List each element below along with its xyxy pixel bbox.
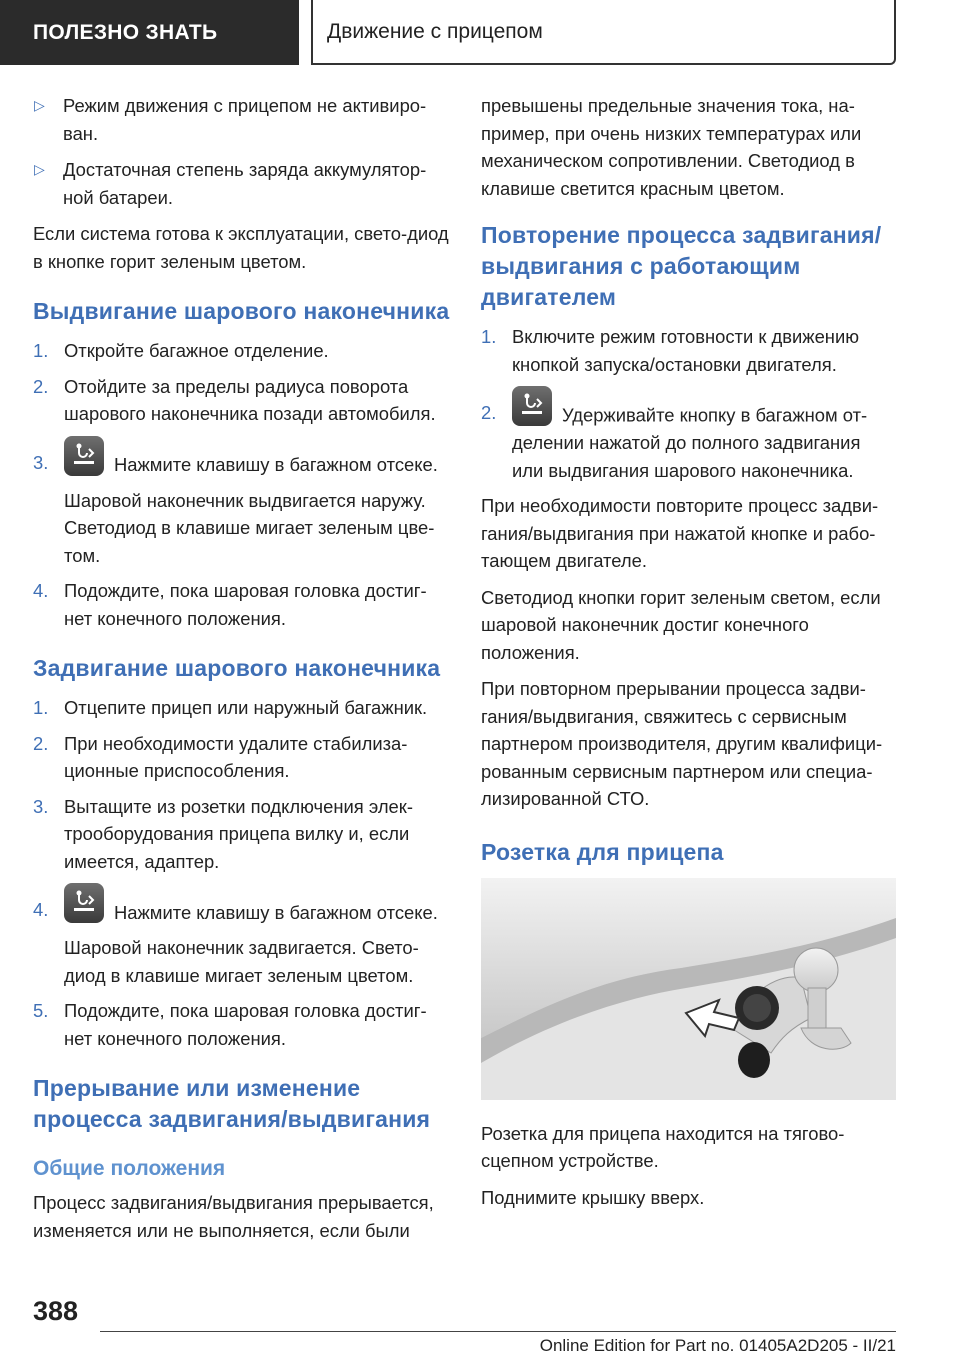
towbar-button-icon bbox=[64, 436, 104, 476]
towbar-button-icon bbox=[64, 883, 104, 923]
triangle-bullet-icon: ▷ bbox=[34, 161, 45, 177]
interrupt-heading: Прерывание или изменение процесса задвигания/выдвигания bbox=[33, 1075, 431, 1132]
edition-text: Online Edition for Part no. 01405A2D205 - II/21 bbox=[539, 1336, 896, 1355]
chapter-tab bbox=[311, 0, 896, 65]
footer-divider bbox=[100, 1331, 896, 1332]
towbar-button-icon bbox=[512, 386, 552, 426]
retract-step: 4. Нажмите клавишу в багажном отсеке. Шаровой наконечник задвигается. Свето-диод в клавише мигает зеленым цветом. bbox=[33, 883, 451, 989]
retract-step: 3. Вытащите из розетки подключения элек-трооборудования прицепа вилку и, если имеется, адаптер. bbox=[33, 795, 413, 872]
ready-paragraph: Если система готова к эксплуатации, свето-диод в кнопке горит зеленым цветом. bbox=[33, 223, 449, 272]
triangle-bullet-icon: ▷ bbox=[34, 97, 45, 113]
retract-step: 5. Подождите, пока шаровая головка достиг-нет конечного положения. bbox=[33, 1000, 427, 1049]
repeat-step: 1. Включите режим готовности к движению кнопкой запуска/остановки двигателя. bbox=[481, 326, 860, 375]
section-title: ПОЛЕЗНО ЗНАТЬ bbox=[33, 20, 218, 44]
repeat-step: 2. Удерживайте кнопку в багажном от-делении нажатой до полного задвигания или выдвигания шарового наконечника. bbox=[481, 386, 896, 484]
socket-paragraph: Розетка для прицепа находится на тягово-сцепном устройстве. bbox=[481, 1122, 845, 1171]
extend-step: 3. Нажмите клавишу в багажном отсеке. Шаровой наконечник выдвигается наружу. Светодиод в клавише мигает зеленым цве-том. bbox=[33, 436, 451, 570]
repeat-paragraph: При необходимости повторите процесс задви-гания/выдвигания при нажатой кнопке и рабо-тающем двигателе. bbox=[481, 495, 879, 571]
repeat-paragraph: Светодиод кнопки горит зеленым светом, если шаровой наконечник достиг конечного положения. bbox=[481, 586, 881, 663]
extend-step: 1. Откройте багажное отделение. bbox=[33, 340, 329, 361]
retract-step: 2. При необходимости удалите стабилиза-ционные приспособления. bbox=[33, 732, 408, 781]
extend-step: 2. Отойдите за пределы радиуса поворота шарового наконечника позади автомобиля. bbox=[33, 375, 436, 424]
right-column bbox=[481, 92, 896, 1220]
retract-heading: Задвигание шарового наконечника bbox=[33, 655, 441, 681]
repeat-heading: Повторение процесса задвигания/выдвигания с работающим двигателем bbox=[481, 222, 882, 310]
prerequisite-bullet: ▷ Режим движения с прицепом не активиро-ван. bbox=[33, 92, 451, 147]
socket-heading: Розетка для прицепа bbox=[481, 838, 724, 865]
socket-paragraph: Поднимите крышку вверх. bbox=[481, 1186, 705, 1208]
left-column bbox=[33, 92, 451, 1253]
extend-heading: Выдвигание шарового наконечника bbox=[33, 298, 450, 324]
repeat-paragraph: При повторном прерывании процесса задви-гания/выдвигания, свяжитесь с сервисным партнером производителя, другим квалифици-рованным сервисным партнером или специа-лизированной СТО. bbox=[481, 678, 883, 809]
extend-step: 4. Подождите, пока шаровая головка достиг-нет конечного положения. bbox=[33, 580, 427, 629]
prerequisite-bullet: ▷ Достаточная степень заряда аккумулятор-ной батареи. bbox=[33, 156, 451, 211]
continued-paragraph: превышены предельные значения тока, на-пример, при очень низких температурах или механическом сопротивлении. Светодиод в клавише светится красным цветом. bbox=[481, 95, 862, 199]
retract-step: 1. Отцепите прицеп или наружный багажник. bbox=[33, 697, 428, 718]
chapter-title: Движение с прицепом bbox=[327, 19, 543, 43]
trailer-socket-photo bbox=[481, 878, 896, 1100]
general-subheading: Общие положения bbox=[33, 1157, 226, 1180]
section-tab bbox=[0, 0, 299, 65]
page-number: 388 bbox=[33, 1296, 79, 1326]
interrupt-paragraph: Процесс задвигания/выдвигания прерывается, изменяется или не выполняется, если были bbox=[33, 1192, 434, 1241]
